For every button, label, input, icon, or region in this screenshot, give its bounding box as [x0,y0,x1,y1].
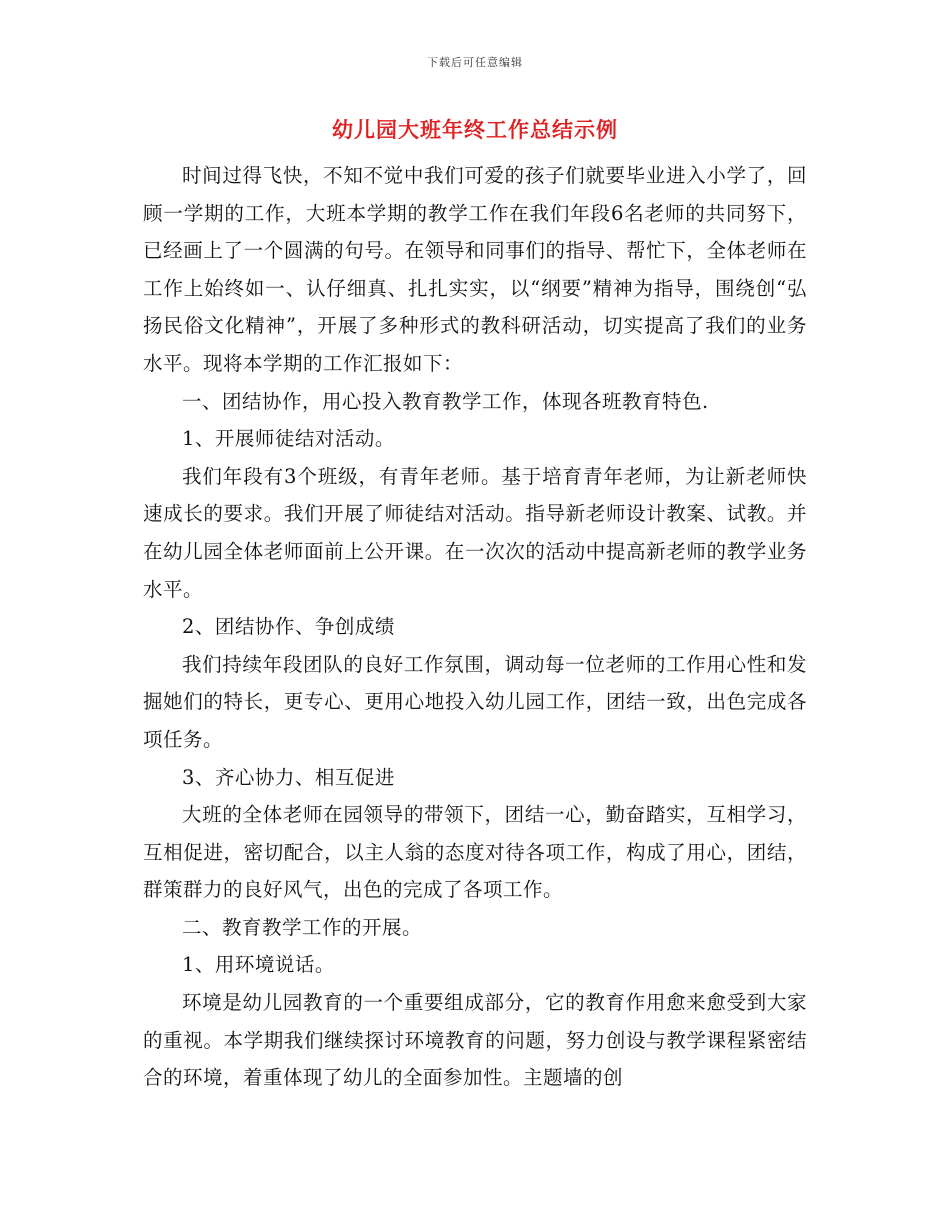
subheading-1-2: 2、团结协作、争创成绩 [182,615,395,639]
paragraph-2-1: 环境是幼儿园教育的一个重要组成部分，它的教育作用愈来愈受到大家的重视。本学期我们继续探讨环境教育的问题，努力创设与教学课程紧密结合的环境，着重体现了幼儿的全面参加性。主题墙的创 [143,991,807,1090]
paragraph-1-3: 大班的全体老师在园领导的带领下，团结一心，勤奋踏实，互相学习，互相促进，密切配合，以主人翁的态度对待各项工作，构成了用心，团结，群策群力的良好风气，出色的完成了各项工作。 [143,803,807,902]
subheading-1-3: 3、齐心协力、相互促进 [182,765,395,789]
paragraph-1-2: 我们持续年段团队的良好工作氛围，调动每一位老师的工作用心性和发掘她们的特长，更专心、更用心地投入幼儿园工作，团结一致，出色完成各项任务。 [143,652,807,751]
subheading-2-1: 1、用环境说话。 [182,953,335,977]
paragraph-intro: 时间过得飞快，不知不觉中我们可爱的孩子们就要毕业进入小学了，回顾一学期的工作，大班本学期的教学工作在我们年段6名老师的共同努下，已经画上了一个圆满的句号。在领导和同事们的指导、帮忙下，全体老师在工作上始终如一、认仔细真、扎扎实实，以“纲要”精神为指导，围绕创“弘扬民俗文化精神”，开展了多种形式的教科研活动，切实提高了我们的业务水平。现将本学期的工作汇报如下： [143,164,807,375]
subheading-1-1: 1、开展师徒结对活动。 [182,427,395,451]
header-note: 下载后可任意编辑 [427,56,523,69]
section-heading-2: 二、教育教学工作的开展。 [182,915,423,939]
document-title: 幼儿园大班年终工作总结示例 [332,117,618,142]
paragraph-1-1: 我们年段有3个班级，有青年老师。基于培育青年老师，为让新老师快速成长的要求。我们开展了师徒结对活动。指导新老师设计教案、试教。并在幼儿园全体老师面前上公开课。在一次次的活动中提高新老师的教学业务水平。 [143,464,807,601]
document-body [143,157,807,1097]
section-heading-1: 一、团结协作，用心投入教育教学工作，体现各班教育特色. [182,389,709,413]
